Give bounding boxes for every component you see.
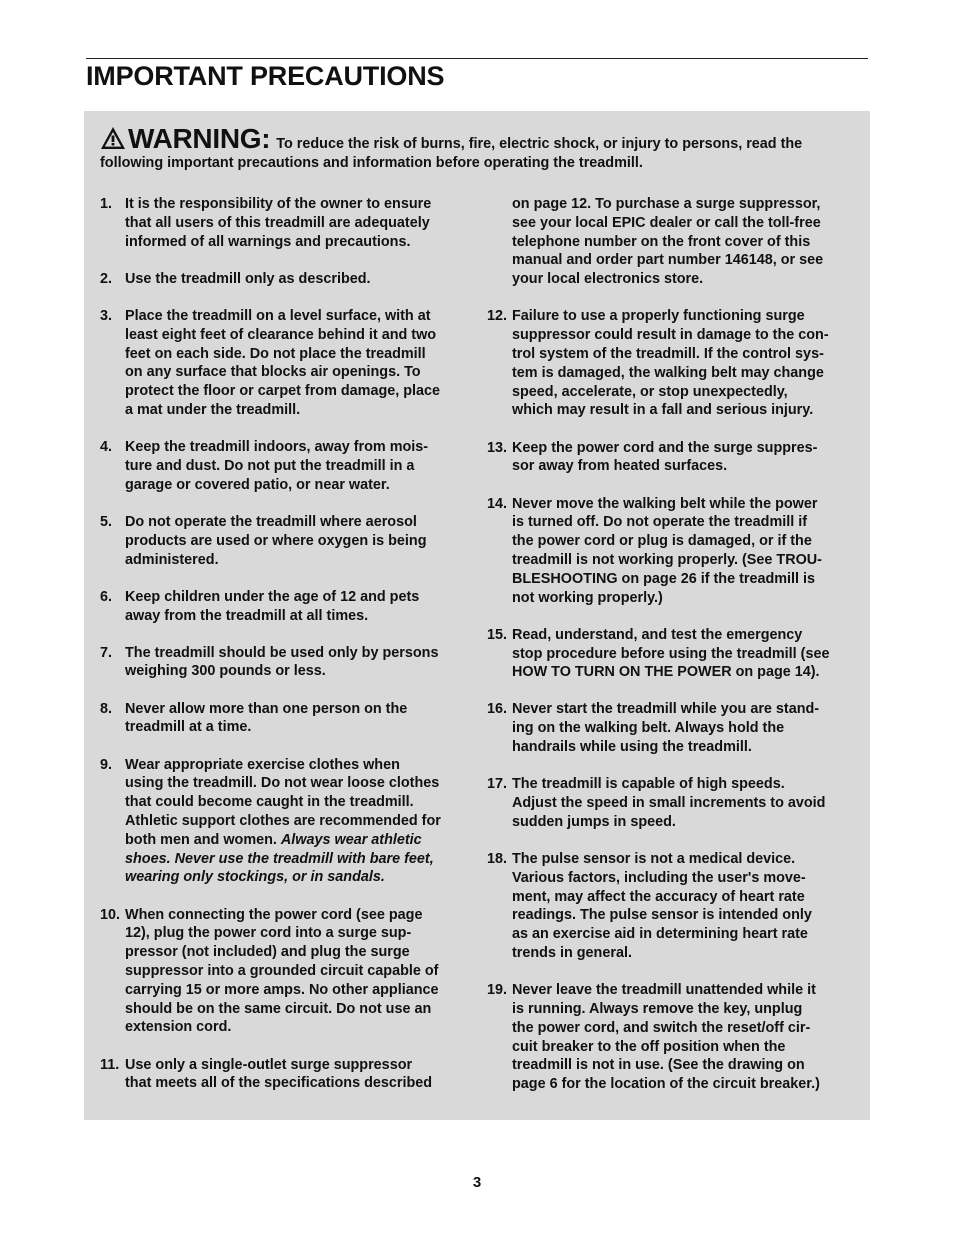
- item-number: 4.: [100, 439, 113, 456]
- item-text: It is the responsibility of the owner to ensure that all users of this treadmill are adequately informed of all warnings and precautions.: [125, 196, 432, 250]
- item-text-italic: Always wear athletic shoes. Never use the treadmill with bare feet, wearing only stockings, or in sandals.: [125, 831, 434, 886]
- list-item: [487, 307, 859, 420]
- list-item: [487, 775, 859, 831]
- warning-header: [100, 125, 856, 173]
- item-text: Use only a single-outlet surge suppressor that meets all of the specifications described: [125, 1056, 433, 1092]
- item-number: 10.: [100, 906, 121, 923]
- item-text: Failure to use a properly functioning surge suppressor could result in damage to the con- trol system of the treadmill. If the control sys- tem is damaged, the walking belt may change speed, accelerate, or stop unexpectedly, which may result in a fall and serious injury.: [512, 308, 829, 419]
- list-item: [100, 700, 472, 738]
- item-number: 17.: [487, 776, 508, 793]
- item-number: 13.: [487, 439, 508, 456]
- item-text: Use the treadmill only as described.: [125, 270, 371, 287]
- list-item: [100, 438, 472, 494]
- item-text: Never leave the treadmill unattended while it is running. Always remove the key, unplug the power cord, and switch the reset/off cir- cuit breaker to the off position when the treadmill is not in use. (See the drawing on page 6 for the location of the circuit breaker.): [512, 982, 820, 1093]
- page-title: IMPORTANT PRECAUTIONS: [86, 61, 445, 91]
- list-item: [100, 307, 472, 420]
- item-number: 6.: [100, 588, 113, 605]
- item-text: When connecting the power cord (see page 12), plug the power cord into a surge sup- pressor (not included) and plug the surge suppressor into a grounded circuit capable of carrying 15 or more amps. No other appliance should be on the same circuit. Do not use an extension cord.: [125, 906, 439, 1036]
- list-item: [100, 644, 472, 682]
- list-item: [100, 513, 472, 569]
- item-number: 11.: [100, 1056, 120, 1073]
- item-number: 5.: [100, 513, 113, 530]
- item-number: 7.: [100, 644, 113, 661]
- item-number: 1.: [100, 196, 113, 212]
- list-item: [487, 495, 859, 608]
- left-column: [100, 195, 472, 1112]
- item-number: 14.: [487, 495, 508, 512]
- item-text: The pulse sensor is not a medical device. Various factors, including the user's move- ment, may affect the accuracy of heart rate readings. The pulse sensor is intended only as an exercise aid in determining heart rate trends in general.: [512, 851, 812, 962]
- item-number: 12.: [487, 308, 508, 325]
- item-text: Never start the treadmill while you are stand- ing on the walking belt. Always hold the handrails while using the treadmill.: [512, 701, 820, 756]
- right-column: [487, 195, 859, 1112]
- list-item: [487, 700, 859, 756]
- item-number: 18.: [487, 851, 508, 868]
- item-text: The treadmill should be used only by persons weighing 300 pounds or less.: [125, 644, 439, 680]
- item-number: 19.: [487, 982, 508, 999]
- warning-intro: To reduce the risk of burns, fire, electric shock, or injury to persons, read the following important precautions and information before operating the treadmill.: [100, 136, 803, 171]
- list-item: [100, 588, 472, 626]
- item-text: Read, understand, and test the emergency stop procedure before using the treadmill (see HOW TO TURN ON THE POWER on page 14).: [512, 626, 830, 681]
- list-item: [100, 270, 472, 289]
- item-number: 15.: [487, 626, 508, 643]
- item-text: Place the treadmill on a level surface, with at least eight feet of clearance behind it and two feet on each side. Do not place the treadmill on any surface that blocks air openings. To protect the floor or carpet from damage, place a mat under the treadmill.: [125, 307, 441, 418]
- item-text: The treadmill is capable of high speeds. Adjust the speed in small increments to avoid sudden jumps in speed.: [512, 776, 826, 830]
- list-item: [487, 626, 859, 682]
- list-item: [487, 850, 859, 963]
- item-number: 2.: [100, 270, 113, 287]
- list-item: [100, 195, 472, 251]
- page-number: 3: [472, 1174, 482, 1191]
- item-text: Do not operate the treadmill where aerosol products are used or where oxygen is being administered.: [125, 513, 427, 568]
- item-number: 8.: [100, 700, 113, 717]
- list-item: [487, 981, 859, 1094]
- warning-box: [84, 111, 870, 1120]
- top-rule: [86, 58, 868, 59]
- item-number: 16.: [487, 701, 508, 718]
- list-item: [100, 906, 472, 1038]
- warning-label: WARNING:: [128, 123, 271, 154]
- item-number: 3.: [100, 307, 113, 324]
- item-text: Keep the treadmill indoors, away from mois- ture and dust. Do not put the treadmill in a garage or covered patio, or near water.: [125, 439, 429, 493]
- item-number: 9.: [100, 756, 113, 773]
- item-11-continuation: on page 12. To purchase a surge suppressor, see your local EPIC dealer or call the toll-free telephone number on the front cover of this manual and order part number 146148, or see your local electronics store.: [512, 196, 824, 288]
- list-item: [487, 439, 859, 477]
- list-item: [100, 1056, 472, 1094]
- item-text: Never move the walking belt while the power is turned off. Do not operate the treadmill if the power cord or plug is damaged, or if the treadmill is not working properly. (See TROU- BLESHOOTING on page 26 if the treadmill is not working properly.): [512, 495, 822, 606]
- warning-triangle-icon: [100, 126, 126, 150]
- item-text: Keep the power cord and the surge suppres- sor away from heated surfaces.: [512, 439, 818, 475]
- list-item: [100, 756, 472, 888]
- item-text: Keep children under the age of 12 and pets away from the treadmill at all times.: [125, 588, 420, 624]
- item-text: [125, 756, 472, 888]
- item-text-regular: Wear appropriate exercise clothes when using the treadmill. Do not wear loose clothes that could become caught in the treadmill. Athletic support clothes are recommended for both men and women.: [125, 756, 441, 848]
- item-text: Never allow more than one person on the treadmill at a time.: [125, 700, 408, 736]
